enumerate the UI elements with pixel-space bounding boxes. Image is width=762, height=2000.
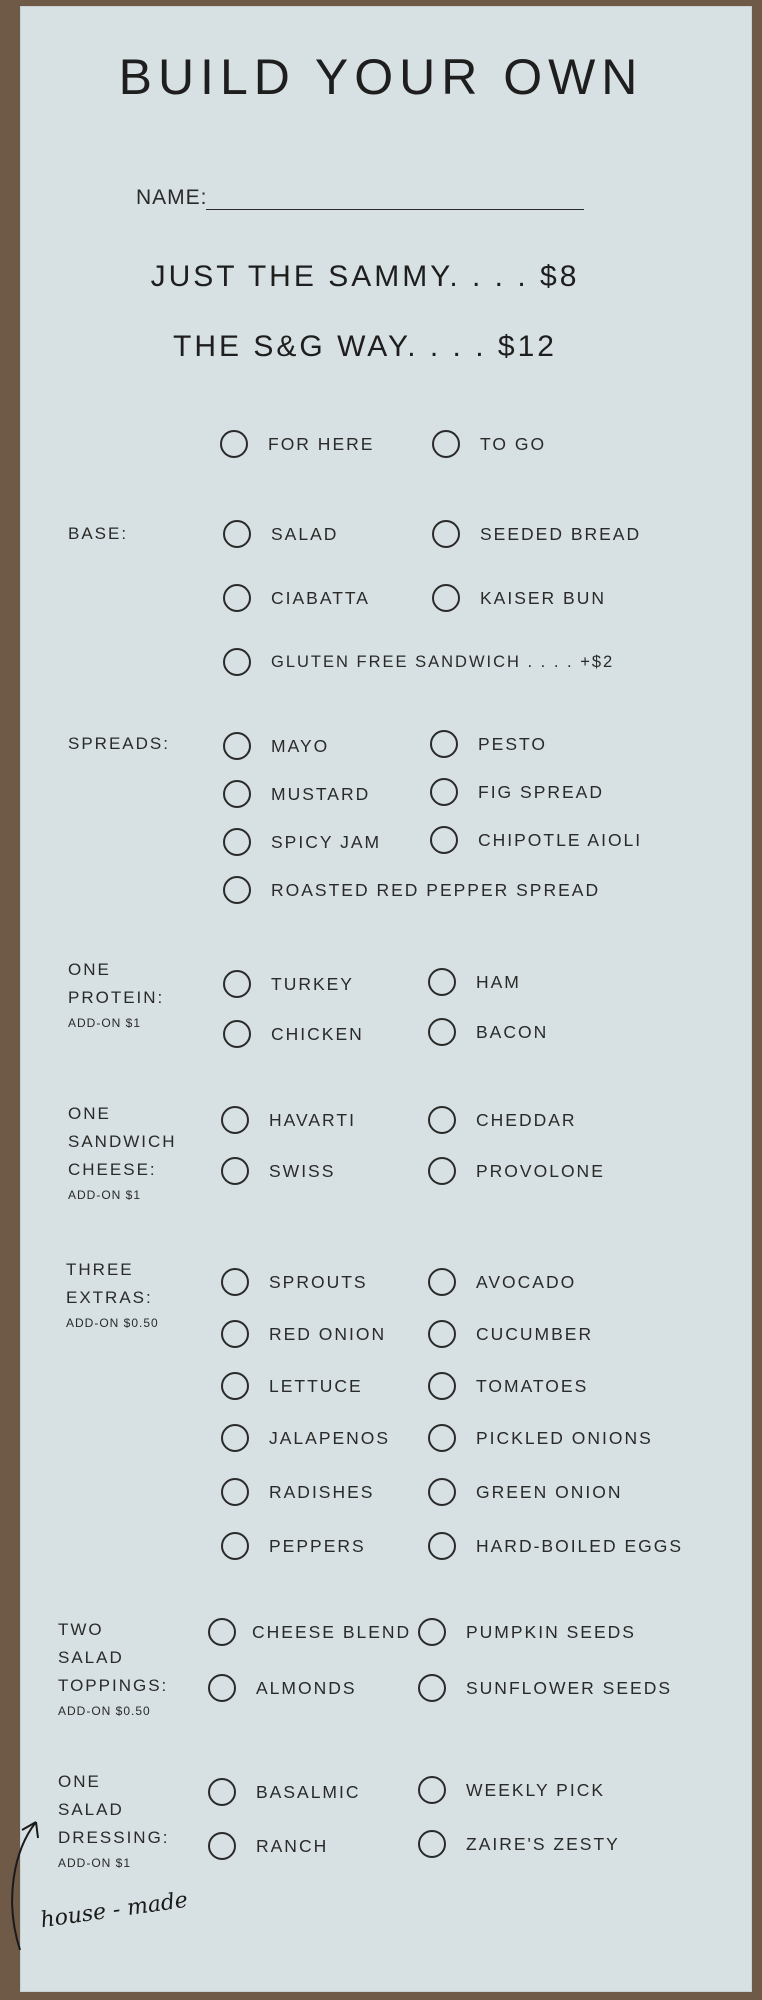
radio-circle[interactable] — [221, 1320, 249, 1348]
option-label: ROASTED RED PEPPER SPREAD — [271, 879, 601, 900]
option-label: FIG SPREAD — [478, 781, 604, 802]
category-extras — [66, 1256, 159, 1332]
form-title: BUILD YOUR OWN — [118, 49, 644, 105]
radio-circle[interactable] — [223, 970, 251, 998]
option-pickled-onions[interactable] — [428, 1424, 653, 1452]
radio-circle[interactable] — [428, 1157, 456, 1185]
radio-circle[interactable] — [418, 1776, 446, 1804]
option-salad[interactable] — [223, 520, 338, 548]
option-label: SUNFLOWER SEEDS — [466, 1677, 672, 1698]
category-salad-toppings — [58, 1616, 168, 1720]
option-label: TO GO — [480, 433, 547, 454]
option-label: CIABATTA — [271, 587, 370, 608]
addon-note: ADD-ON $0.50 — [66, 1316, 159, 1330]
radio-circle[interactable] — [221, 1532, 249, 1560]
category-label: ONE — [68, 960, 111, 979]
option-label: PEPPERS — [269, 1535, 366, 1556]
option-ciabatta[interactable] — [223, 584, 370, 612]
option-label: CHEDDAR — [476, 1109, 577, 1130]
category-cheese — [68, 1100, 177, 1204]
option-cucumber[interactable] — [428, 1320, 593, 1348]
radio-circle[interactable] — [428, 1532, 456, 1560]
category-label: CHEESE: — [68, 1160, 157, 1179]
option-provolone[interactable] — [428, 1157, 605, 1185]
radio-circle[interactable] — [223, 1020, 251, 1048]
option-for-here[interactable] — [220, 430, 374, 458]
option-label: MAYO — [271, 735, 330, 756]
radio-circle[interactable] — [221, 1478, 249, 1506]
category-label: DRESSING: — [58, 1828, 170, 1847]
category-label: ONE — [68, 1104, 111, 1123]
name-field[interactable] — [136, 186, 208, 210]
radio-circle[interactable] — [428, 1320, 456, 1348]
option-label: BASALMIC — [256, 1781, 361, 1802]
option-label: GLUTEN FREE SANDWICH . . . . +$2 — [271, 652, 615, 671]
radio-circle[interactable] — [432, 584, 460, 612]
option-label: AVOCADO — [476, 1271, 577, 1292]
option-pesto[interactable] — [430, 730, 547, 758]
option-label: PUMPKIN SEEDS — [466, 1621, 636, 1642]
handwritten-arrow-icon — [0, 1800, 60, 1970]
radio-circle[interactable] — [208, 1832, 236, 1860]
option-fig-spread[interactable] — [430, 778, 604, 806]
radio-circle[interactable] — [432, 520, 460, 548]
radio-circle[interactable] — [430, 778, 458, 806]
name-underline[interactable] — [206, 209, 584, 210]
radio-circle[interactable] — [418, 1618, 446, 1646]
option-label: SALAD — [271, 523, 339, 544]
option-label: HAVARTI — [269, 1109, 356, 1130]
radio-circle[interactable] — [223, 520, 251, 548]
addon-note: ADD-ON $1 — [68, 1188, 142, 1202]
option-label: GREEN ONION — [476, 1481, 623, 1502]
radio-circle[interactable] — [428, 1106, 456, 1134]
category-salad-dressing — [58, 1768, 170, 1872]
radio-circle[interactable] — [221, 1157, 249, 1185]
addon-note: ADD-ON $1 — [58, 1856, 132, 1870]
option-label: BACON — [476, 1021, 549, 1042]
radio-circle[interactable] — [428, 1424, 456, 1452]
category-label: PROTEIN: — [68, 988, 165, 1007]
option-label: RED ONION — [269, 1323, 387, 1344]
category-label: ONE — [58, 1772, 101, 1791]
option-spicy-jam[interactable] — [223, 828, 381, 856]
category-spreads — [68, 730, 170, 758]
option-cheese-blend[interactable] — [208, 1618, 411, 1646]
radio-circle[interactable] — [221, 1106, 249, 1134]
price-sammy: JUST THE SAMMY. . . . $8 — [150, 260, 580, 293]
radio-circle[interactable] — [432, 430, 460, 458]
category-label: THREE — [66, 1260, 134, 1279]
radio-circle[interactable] — [428, 1268, 456, 1296]
option-peppers[interactable] — [221, 1532, 366, 1560]
option-label: CHIPOTLE AIOLI — [478, 829, 643, 850]
addon-note: ADD-ON $1 — [68, 1016, 142, 1030]
option-basalmic[interactable] — [208, 1778, 361, 1806]
option-label: SPROUTS — [269, 1271, 368, 1292]
option-red-onion[interactable] — [221, 1320, 386, 1348]
option-jalapenos[interactable] — [221, 1424, 390, 1452]
category-label: SANDWICH — [68, 1132, 177, 1151]
option-turkey[interactable] — [223, 970, 354, 998]
option-label: TOMATOES — [476, 1375, 589, 1396]
radio-circle[interactable] — [430, 730, 458, 758]
option-gluten-free[interactable] — [223, 648, 614, 676]
option-sprouts[interactable] — [221, 1268, 368, 1296]
option-label: SEEDED BREAD — [480, 523, 642, 544]
option-label: HARD-BOILED EGGS — [476, 1535, 684, 1556]
option-avocado[interactable] — [428, 1268, 576, 1296]
option-label: WEEKLY PICK — [466, 1779, 606, 1800]
option-weekly-pick[interactable] — [418, 1776, 605, 1804]
radio-circle[interactable] — [428, 968, 456, 996]
radio-circle[interactable] — [223, 732, 251, 760]
option-sunflower-seeds[interactable] — [418, 1674, 672, 1702]
option-tomatoes[interactable] — [428, 1372, 588, 1400]
radio-circle[interactable] — [221, 1424, 249, 1452]
category-label: SPREADS: — [68, 734, 170, 753]
radio-circle[interactable] — [220, 430, 248, 458]
option-lettuce[interactable] — [221, 1372, 363, 1400]
option-label: ZAIRE'S ZESTY — [466, 1833, 620, 1854]
option-hard-boiled-eggs[interactable] — [428, 1532, 683, 1560]
option-label: PESTO — [478, 733, 548, 754]
option-chipotle-aioli[interactable] — [430, 826, 642, 854]
option-label: CHEESE BLEND — [252, 1621, 412, 1642]
radio-circle[interactable] — [418, 1674, 446, 1702]
radio-circle[interactable] — [418, 1830, 446, 1858]
radio-circle[interactable] — [208, 1618, 236, 1646]
option-label: PICKLED ONIONS — [476, 1427, 653, 1448]
addon-note: ADD-ON $0.50 — [58, 1704, 151, 1718]
option-mayo[interactable] — [223, 732, 329, 760]
option-bacon[interactable] — [428, 1018, 548, 1046]
category-protein — [68, 956, 164, 1032]
radio-circle[interactable] — [223, 828, 251, 856]
radio-circle[interactable] — [223, 780, 251, 808]
option-label: TURKEY — [271, 973, 354, 994]
option-kaiser-bun[interactable] — [432, 584, 606, 612]
option-label: RADISHES — [269, 1481, 375, 1502]
option-radishes[interactable] — [221, 1478, 374, 1506]
option-label: SWISS — [269, 1160, 336, 1181]
category-base — [68, 520, 128, 548]
option-ranch[interactable] — [208, 1832, 328, 1860]
category-label: SALAD — [58, 1800, 124, 1819]
handwritten-note: house - made — [38, 1887, 190, 1934]
price-sg-way: THE S&G WAY. . . . $12 — [173, 330, 557, 363]
option-pumpkin-seeds[interactable] — [418, 1618, 636, 1646]
radio-circle[interactable] — [223, 648, 251, 676]
option-mustard[interactable] — [223, 780, 370, 808]
radio-circle[interactable] — [208, 1674, 236, 1702]
radio-circle[interactable] — [428, 1478, 456, 1506]
option-label: RANCH — [256, 1835, 329, 1856]
option-label: ALMONDS — [256, 1677, 357, 1698]
option-roasted-red-pepper[interactable] — [223, 876, 600, 904]
category-label: EXTRAS: — [66, 1288, 153, 1307]
radio-circle[interactable] — [221, 1268, 249, 1296]
option-label: CHICKEN — [271, 1023, 364, 1044]
option-label: LETTUCE — [269, 1375, 363, 1396]
radio-circle[interactable] — [428, 1372, 456, 1400]
option-swiss[interactable] — [221, 1157, 335, 1185]
option-label: CUCUMBER — [476, 1323, 594, 1344]
radio-circle[interactable] — [208, 1778, 236, 1806]
option-cheddar[interactable] — [428, 1106, 577, 1134]
option-label: HAM — [476, 971, 521, 992]
category-label: TWO — [58, 1620, 104, 1639]
option-almonds[interactable] — [208, 1674, 357, 1702]
radio-circle[interactable] — [221, 1372, 249, 1400]
radio-circle[interactable] — [223, 584, 251, 612]
option-label: MUSTARD — [271, 783, 371, 804]
option-green-onion[interactable] — [428, 1478, 622, 1506]
option-label: FOR HERE — [268, 433, 375, 454]
radio-circle[interactable] — [428, 1018, 456, 1046]
option-zaires-zesty[interactable] — [418, 1830, 620, 1858]
radio-circle[interactable] — [223, 876, 251, 904]
option-to-go[interactable] — [432, 430, 546, 458]
option-label: KAISER BUN — [480, 587, 606, 608]
option-havarti[interactable] — [221, 1106, 356, 1134]
category-label: BASE: — [68, 524, 129, 543]
category-label: SALAD — [58, 1648, 124, 1667]
option-label: PROVOLONE — [476, 1160, 605, 1181]
option-chicken[interactable] — [223, 1020, 364, 1048]
radio-circle[interactable] — [430, 826, 458, 854]
option-seeded-bread[interactable] — [432, 520, 641, 548]
option-label: SPICY JAM — [271, 831, 382, 852]
name-label: NAME: — [136, 186, 208, 209]
option-ham[interactable] — [428, 968, 521, 996]
category-label: TOPPINGS: — [58, 1676, 169, 1695]
option-label: JALAPENOS — [269, 1427, 391, 1448]
